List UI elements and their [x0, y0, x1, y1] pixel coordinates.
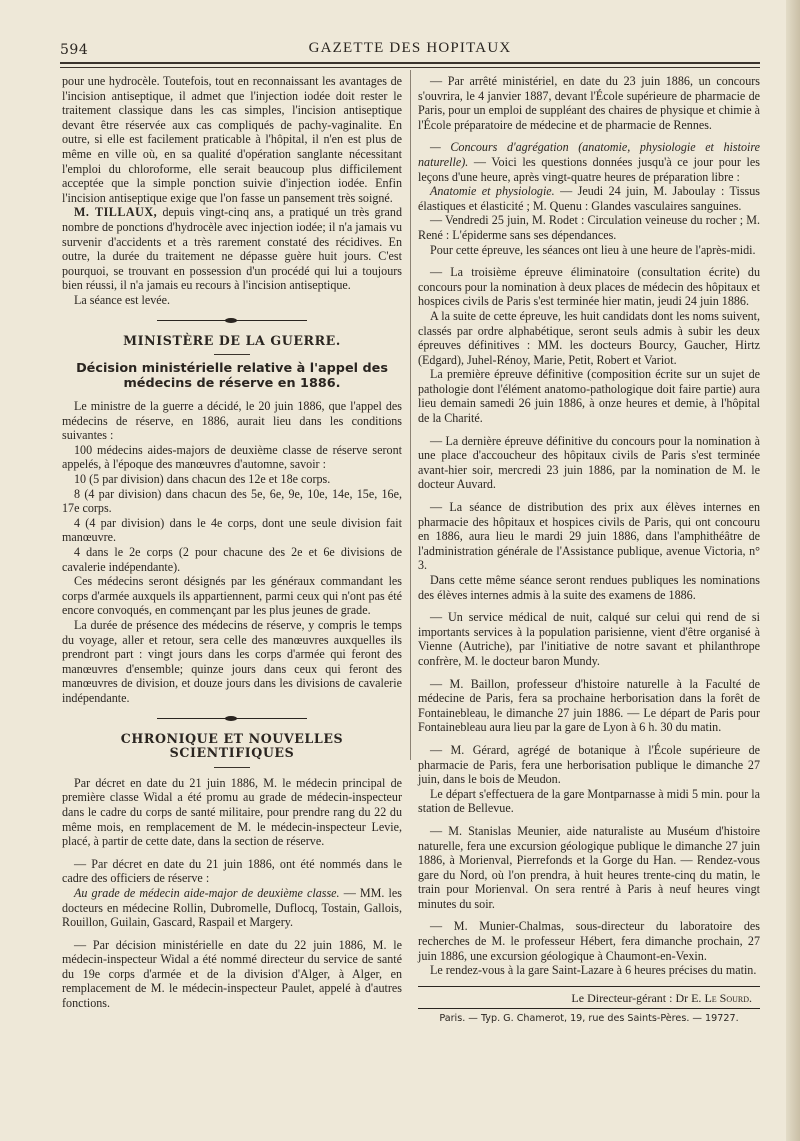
- paragraph: — Par décision ministérielle en date du 22 juin 1886, M. le médecin-inspecteur Widal a été nommé directeur du service de santé du 19e corps d'armée et de la division d'Alger, à Alger, en remplacement de M. le médecin-inspecteur Paulet, appelé à d'autres fonctions.: [62, 937, 402, 1011]
- short-rule: [214, 354, 250, 355]
- speaker-name: M. TILLAUX,: [74, 205, 158, 220]
- left-column: [62, 74, 402, 1011]
- paragraph: 10 (5 par division) dans chacun des 12e et 18e corps.: [74, 472, 331, 487]
- paragraph: — La dernière épreuve définitive du concours pour la nomination à une place d'accoucheur des hôpitaux civils de Paris s'est terminée avant-hier soir, mercredi 23 juin 1886, par la nomination de M. le docteur Auvard.: [418, 433, 760, 492]
- subsection-title-decision: Décision ministérielle relative à l'appel des médecins de réserve en 1886.: [76, 361, 388, 392]
- short-rule: [214, 767, 250, 768]
- footer-rule: [418, 986, 760, 987]
- paragraph-text: — Voici les questions données jusqu'à ce jour pour les leçons d'une heure, après vingt-quatre heures de préparation libre :: [418, 154, 760, 184]
- paragraph: A la suite de cette épreuve, les huit candidats dont les noms suivent, classés par ordre alphabétique, seront seuls admis à subir les deux épreuves définitives : MM. les docteurs Bourcy, Gaucher, Hirtz (Edgard), Juhel-Rénoy, Marie, Petit, Robert et Variot.: [418, 308, 760, 367]
- signature-prefix: Le Directeur-gérant : Dr E.: [571, 990, 705, 1005]
- column-divider: [410, 70, 411, 760]
- paragraph: [418, 184, 760, 213]
- section-title-chronique: CHRONIQUE ET NOUVELLES SCIENTIFIQUES: [120, 730, 344, 761]
- paragraph: Le ministre de la guerre a décidé, le 20 juin 1886, que l'appel des médecins de réserve, en 1886, aurait lieu dans les conditions suivantes :: [62, 399, 402, 443]
- page-header: [60, 40, 760, 62]
- paragraph-text: — Jeudi 24 juin, M. Jaboulay : Tissus élastiques et élasticité ; M. Quenu : Glandes vasculaires sanguines.: [418, 184, 761, 213]
- header-rule: [60, 62, 760, 68]
- paragraph: [62, 205, 402, 293]
- paragraph: Le rendez-vous à la gare Saint-Lazare à 6 heures précises du matin.: [430, 963, 757, 978]
- paragraph: 100 médecins aides-majors de deuxième classe de réserve seront appelés, à l'époque des manœuvres d'automne, savoir :: [62, 442, 402, 472]
- section-title-ministere: MINISTÈRE DE LA GUERRE.: [123, 332, 341, 348]
- right-column: [418, 74, 760, 1027]
- printer-imprint: Paris. — Typ. G. Chamerot, 19, rue des Saints-Pères. — 19727.: [439, 1013, 739, 1025]
- paragraph: 8 (4 par division) dans chacun des 5e, 6e, 9e, 10e, 14e, 15e, 16e, 17e corps.: [62, 486, 402, 516]
- paragraph: Pour cette épreuve, les séances ont lieu à une heure de l'après-midi.: [430, 242, 756, 257]
- paragraph: Le départ s'effectuera de la gare Montparnasse à midi 5 min. pour la station de Bellevue.: [418, 786, 760, 816]
- journal-title: GAZETTE DES HOPITAUX: [308, 40, 512, 56]
- paragraph: — Par décret en date du 21 juin 1886, ont été nommés dans le cadre des officiers de réserve :: [62, 856, 402, 886]
- footer-rule: [418, 1008, 760, 1009]
- section-ornament: [157, 716, 307, 722]
- paragraph: La première épreuve définitive (composition écrite sur un sujet de pathologie dont l'élément anatomo-pathologique doit faire partie) aura lieu demain samedi 26 juin 1886, à onze heures et demie, à l'hôpital de la Charité.: [418, 367, 760, 426]
- paragraph: [62, 886, 402, 930]
- paragraph: Ces médecins seront désignés par les généraux commandant les corps d'armée auxquels ils appartiennent, parmi ceux qui n'ont pas été encore convoqués, en commençant par les plus jeunes de grade.: [62, 574, 402, 618]
- paragraph: — M. Baillon, professeur d'histoire naturelle à la Faculté de médecine de Paris, fera sa prochaine herborisation dans la forêt de Fontainebleau, le dimanche 27 juin 1886. — Le départ de Paris pour Fontainebleau aura lieu par la gare de Lyon à 6 h. 30 du matin.: [418, 676, 760, 735]
- paragraph: pour une hydrocèle. Toutefois, tout en reconnaissant les avantages de l'incision antiseptique, il admet que l'injection iodée doit rester le traitement classique dans les cas simples, l'incision antiseptique devant être réservée aux cas compliqués de pachy-vaginalite. En outre, si elle est facilement praticable à l'hôpital, il n'en est plus de même en ville où, en sa qualité d'opération sanglante nécessitant l'emploi du chloroforme, elle serait beaucoup plus difficilement acceptée que la simple ponction suivie d'injection iodée. Enfin l'incision antiseptique exige que l'on fasse un pansement très soigné.: [62, 74, 402, 205]
- paragraph: — Par arrêté ministériel, en date du 23 juin 1886, un concours s'ouvrira, le 4 janvier 1887, devant l'École supérieure de pharmacie de Paris, pour un emploi de suppléant des chaires de physique et chimie à l'École préparatoire de médecine et de pharmacie de Rennes.: [418, 74, 760, 132]
- paragraph: La séance est levée.: [74, 292, 171, 307]
- paragraph: — M. Stanislas Meunier, aide naturaliste au Muséum d'histoire naturelle, fera une excursion géologique publique le dimanche 27 juin 1886, à Morienval, Pierrefonds et la Gorge du Han. — Rendez-vous gare du Nord, où l'on prendra, à huit heures trente-cinq du matin, le train pour Morienval. On sera rentré à Paris à neuf heures vingt minutes du soir.: [418, 823, 760, 911]
- paragraph: [418, 140, 760, 184]
- paragraph: 4 (4 par division) dans le 4e corps, dont une seule division fait manœuvre.: [62, 515, 402, 545]
- paragraph: — M. Gérard, agrégé de botanique à l'École supérieure de pharmacie de Paris, fera une herborisation publique le dimanche 27 juin, dans le bois de Meudon.: [418, 742, 760, 787]
- page-number: 594: [60, 42, 89, 58]
- paragraph-text: — MM. les docteurs en médecine Rollin, Dubromelle, Duflocq, Tostain, Gallois, Rouillon, Guilain, Gascard, Raspail et Margery.: [62, 885, 402, 930]
- paragraph: — Vendredi 25 juin, M. Rodet : Circulation veineuse du rocher ; M. René : L'épiderme sans ses dépendances.: [418, 213, 760, 242]
- paragraph: Dans cette même séance seront rendues publiques les nominations des élèves internes admis à la suite des examens de 1886.: [418, 573, 760, 602]
- paragraph: — La séance de distribution des prix aux élèves internes en pharmacie des hôpitaux et hospices civils de Paris, qui ont concouru en 1886, aura lieu le mardi 29 juin 1886, dans l'amphithéâtre de l'administration générale de l'Assistance publique, avenue Victoria, n° 3.: [418, 500, 760, 573]
- italic-text: — Concours d'agrégation (anatomie, physiologie et histoire naturelle).: [418, 140, 760, 169]
- signature-name: Le Sourd.: [704, 990, 752, 1005]
- section-ornament: [157, 318, 307, 324]
- paragraph: — M. Munier-Chalmas, sous-directeur du laboratoire des recherches de M. le professeur Hébert, fera dimanche prochain, 27 juin 1886, une excursion géologique à Chaumont-en-Vexin.: [418, 919, 760, 963]
- paragraph: 4 dans le 2e corps (2 pour chacune des 2e et 6e divisions de cavalerie indépendante).: [62, 545, 402, 574]
- italic-text: Au grade de médecin aide-major de deuxième classe.: [74, 885, 340, 900]
- paragraph: — La troisième épreuve éliminatoire (consultation écrite) du concours pour la nomination à deux places de médecin des hôpitaux et hospices civils de Paris s'est terminée hier matin, jeudi 24 juin 1886.: [418, 265, 760, 309]
- paragraph: La durée de présence des médecins de réserve, y compris le temps du voyage, aller et retour, sera celle des manœuvres auxquelles ils prendront part : vingt jours dans les corps d'armée qui feront des manœuvres d'ensemble; quinze jours dans ceux qui feront des manœuvres de division, et douze jours dans les divisions de cavalerie indépendante.: [62, 618, 402, 705]
- signature-line: [418, 991, 760, 1006]
- italic-text: Anatomie et physiologie.: [430, 184, 555, 199]
- paragraph: Par décret en date du 21 juin 1886, M. le médecin principal de première classe Widal a été promu au grade de médecin-inspecteur dans le cadre du corps de santé militaire, pour prendre rang du 22 du même mois, en remplacement de M. le médecin-inspecteur Levie, placé, à partir de cette date, dans la section de réserve.: [62, 775, 402, 849]
- page-edge: [786, 0, 800, 1141]
- paragraph-text: depuis vingt-cinq ans, a pratiqué un très grand nombre de ponctions d'hydrocèle avec injection iodée; il n'a jamais vu survenir d'accidents et a très rarement constaté des récidives. En outre, la durée du traitement ne dépasse guère huit jours. C'est pourquoi, se trouvant en possession d'un procédé qui lui a toujours bien réussi, il n'a jamais eu recours à l'incision antiseptique.: [62, 205, 403, 293]
- paragraph: — Un service médical de nuit, calqué sur celui qui rend de si importants services à la population parisienne, vient d'être organisé à Vienne (Autriche), par l'initiative de notre savant et philanthrope confrère, M. le docteur baron Mundy.: [418, 610, 760, 668]
